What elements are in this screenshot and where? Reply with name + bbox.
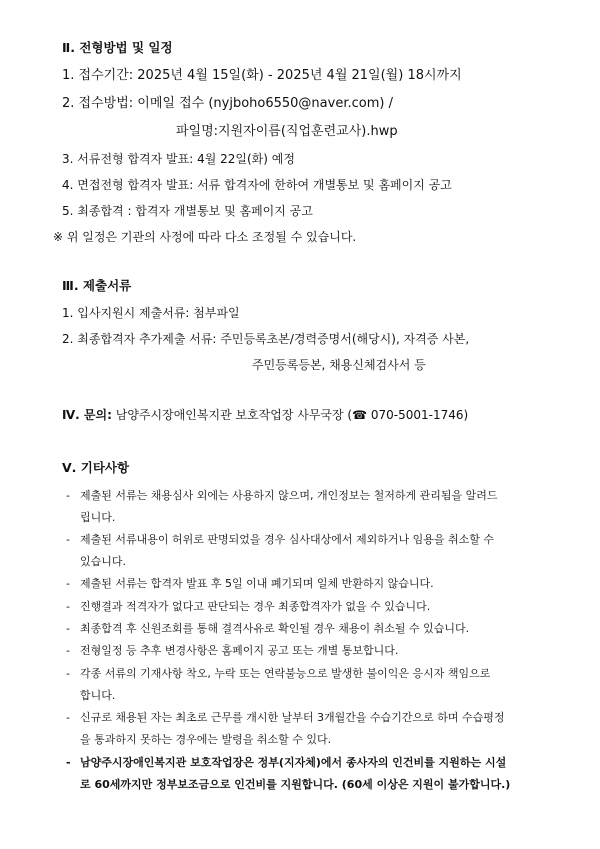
bullet-1-text: 제출된 서류는 채용심사 외에는 사용하지 않으며, 개인정보는 철저하게 관리됨을 알려드 bbox=[80, 489, 498, 502]
bullet-8-cont: 을 통과하지 못하는 경우에는 발령을 취소할 수 있다. bbox=[80, 733, 332, 746]
section-4-title: Ⅳ. 문의: bbox=[62, 408, 112, 422]
section-2-item-3: 3. 서류전형 합격자 발표: 4월 22일(화) 예정 bbox=[62, 152, 295, 166]
bullet-9-cont: 로 60세까지만 정부보조금으로 인건비를 지원합니다. (60세 이상은 지원이 불가합니다.) bbox=[80, 778, 511, 791]
bullet-2-text: 제출된 서류내용이 허위로 판명되었을 경우 심사대상에서 제외하거나 임용을 취소할 수 bbox=[80, 533, 495, 546]
bullet-1: - 제출된 서류는 채용심사 외에는 사용하지 않으며, 개인정보는 철저하게 관리됨을 알려드 bbox=[66, 489, 498, 502]
bullet-1-cont: 립니다. bbox=[80, 511, 116, 524]
bullet-5: - 최종합격 후 신원조회를 통해 결격사유로 확인될 경우 채용이 취소될 수 있습니다. bbox=[66, 622, 470, 635]
section-2-item-5: 5. 최종합격 : 합격자 개별통보 및 홈페이지 공고 bbox=[62, 204, 313, 218]
section-2-item-1: 1. 접수기간: 2025년 4월 15일(화) - 2025년 4월 21일(월) 18시까지 bbox=[62, 68, 462, 83]
bullet-2: - 제출된 서류내용이 허위로 판명되었을 경우 심사대상에서 제외하거나 임용을 취소할 수 bbox=[66, 533, 495, 546]
bullet-7: - 각종 서류의 기재사항 착오, 누락 또는 연락불능으로 발생한 불이익은 응시자 책임으로 bbox=[66, 667, 491, 680]
bullet-4: - 진행결과 적격자가 없다고 판단되는 경우 최종합격자가 없을 수 있습니다. bbox=[66, 600, 431, 613]
bullet-8-text: 신규로 채용된 자는 최초로 근무를 개시한 날부터 3개월간을 수습기간으로 하며 수습평정 bbox=[80, 711, 505, 724]
bullet-3-text: 제출된 서류는 합격자 발표 후 5일 이내 폐기되며 일체 반환하지 않습니다. bbox=[80, 577, 434, 590]
bullet-9: - 남양주시장애인복지관 보호작업장은 정부(지자체)에서 종사자의 인건비를 지원하는 시설 bbox=[66, 756, 507, 769]
bullet-2-cont: 있습니다. bbox=[80, 555, 127, 568]
section-3-item-1: 1. 입사지원시 제출서류: 첨부파일 bbox=[62, 306, 240, 320]
section-2-item-2: 2. 접수방법: 이메일 접수 (nyjboho6550@naver.com) / bbox=[62, 96, 393, 111]
section-3-item-2-cont: 주민등록등본, 채용신체검사서 등 bbox=[252, 358, 426, 372]
section-3-title: Ⅲ. 제출서류 bbox=[62, 278, 132, 293]
section-4-contact: 남양주시장애인복지관 보호작업장 사무국장 (☎ 070-5001-1746) bbox=[115, 408, 469, 422]
bullet-8: - 신규로 채용된 자는 최초로 근무를 개시한 날부터 3개월간을 수습기간으로 하며 수습평정 bbox=[66, 711, 505, 724]
section-2-note: ※ 위 일정은 기관의 사정에 따라 다소 조정될 수 있습니다. bbox=[53, 230, 357, 244]
section-2-item-4: 4. 면접전형 합격자 발표: 서류 합격자에 한하여 개별통보 및 홈페이지 공고 bbox=[62, 178, 452, 192]
bullet-5-text: 최종합격 후 신원조회를 통해 결격사유로 확인될 경우 채용이 취소될 수 있습니다. bbox=[80, 622, 470, 635]
section-4-inquiry bbox=[62, 407, 468, 423]
bullet-9-text: 남양주시장애인복지관 보호작업장은 정부(지자체)에서 종사자의 인건비를 지원하는 시설 bbox=[80, 756, 507, 769]
section-5-title: Ⅴ. 기타사항 bbox=[62, 460, 130, 475]
bullet-7-text: 각종 서류의 기재사항 착오, 누락 또는 연락불능으로 발생한 불이익은 응시자 책임으로 bbox=[80, 667, 491, 680]
section-3-item-2: 2. 최종합격자 추가제출 서류: 주민등록초본/경력증명서(해당시), 자격증 사본, bbox=[62, 332, 470, 346]
bullet-3: - 제출된 서류는 합격자 발표 후 5일 이내 폐기되며 일체 반환하지 않습니다. bbox=[66, 577, 434, 590]
section-2-item-2-filename: 파일명:지원자이름(직업훈련교사).hwp bbox=[176, 124, 398, 139]
section-2-title: Ⅱ. 전형방법 및 일정 bbox=[62, 40, 173, 55]
bullet-4-text: 진행결과 적격자가 없다고 판단되는 경우 최종합격자가 없을 수 있습니다. bbox=[80, 600, 431, 613]
bullet-7-cont: 합니다. bbox=[80, 689, 116, 702]
bullet-6-text: 전형일정 등 추후 변경사항은 홈페이지 공고 또는 개별 통보합니다. bbox=[80, 644, 399, 657]
bullet-6: - 전형일정 등 추후 변경사항은 홈페이지 공고 또는 개별 통보합니다. bbox=[66, 644, 399, 657]
